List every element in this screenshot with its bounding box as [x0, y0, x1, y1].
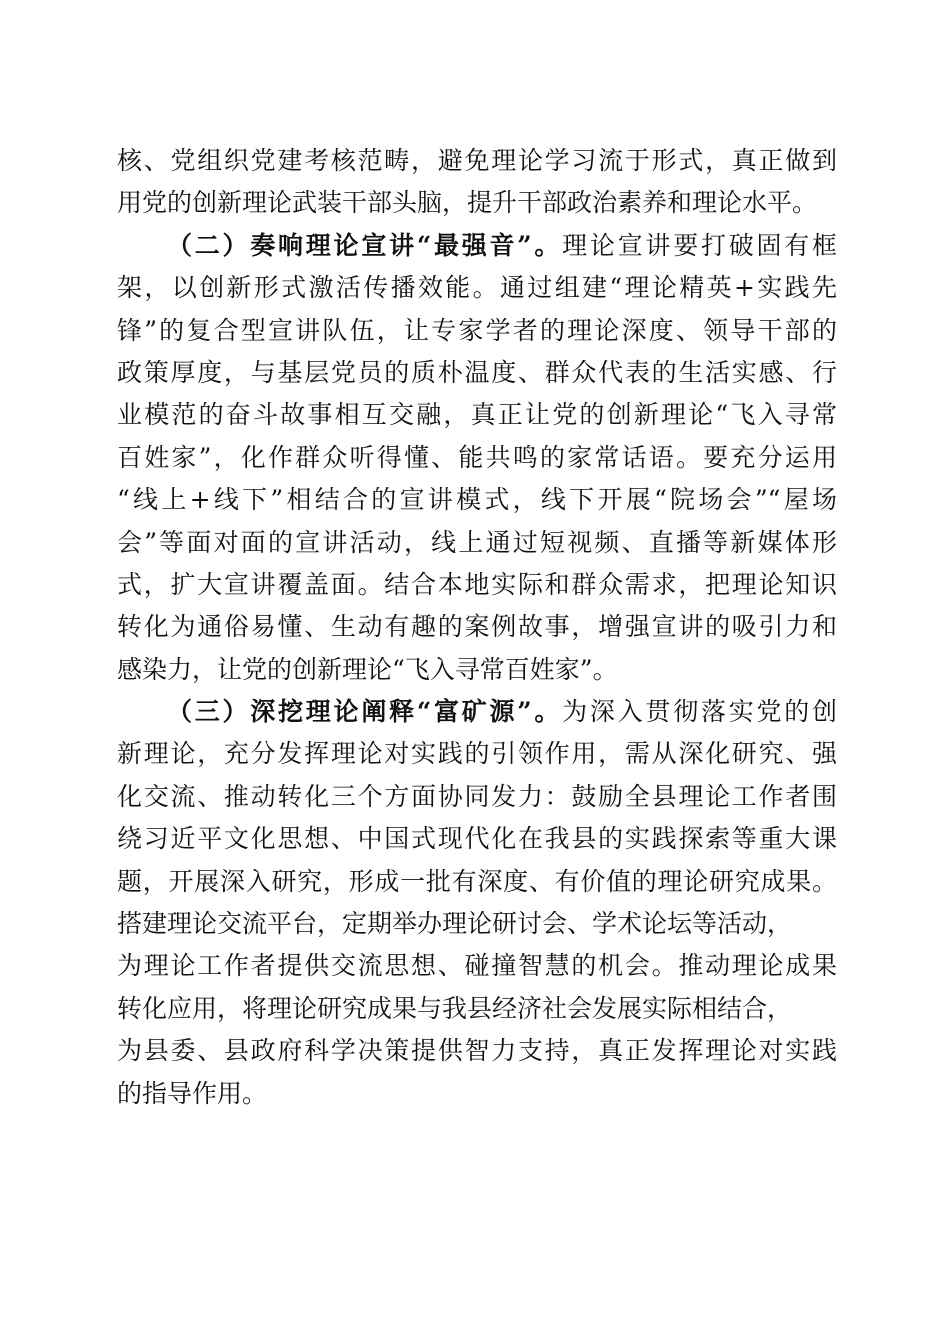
section-heading: （三）深挖理论阐释“富矿源”。 [167, 697, 563, 727]
text-line: 新理论，充分发挥理论对实践的引领作用，需从深化研究、强 [117, 739, 837, 769]
text-line: 搭建理论交流平台，定期举办理论研讨会、学术论坛等活动， [117, 909, 793, 939]
text-line: 政策厚度，与基层党员的质朴温度、群众代表的生活实感、行 [117, 357, 837, 387]
text-line [117, 691, 837, 733]
document-body [117, 140, 837, 1115]
text-line: 为县委、县政府科学决策提供智力支持，真正发挥理论对实践 [117, 1036, 837, 1066]
paragraph-section-3 [117, 691, 837, 1115]
text-line: 架，以创新形式激活传播效能。通过组建“理论精英+实践先 [117, 273, 837, 303]
text-segment: 理论宣讲要打破固有框 [562, 230, 837, 260]
text-line: 会”等面对面的宣讲活动，线上通过短视频、直播等新媒体形 [117, 527, 837, 557]
text-line: 用党的创新理论武装干部头脑，提升干部政治素养和理论水平。 [117, 188, 818, 218]
paragraph-section-2 [117, 225, 837, 691]
text-line: 核、党组织党建考核范畴，避免理论学习流于形式，真正做到 [117, 146, 837, 175]
section-heading: （二）奏响理论宣讲“最强音”。 [167, 230, 563, 260]
text-line [117, 225, 837, 267]
text-line: 感染力，让党的创新理论“飞入寻常百姓家”。 [117, 654, 618, 684]
text-segment: 为深入贯彻落实党的创 [562, 697, 837, 727]
text-line: 百姓家”，化作群众听得懂、能共鸣的家常话语。要充分运用 [117, 442, 837, 472]
paragraph-continuation [117, 140, 837, 225]
text-line: “线上+线下”相结合的宣讲模式，线下开展“院场会”“屋场 [117, 485, 837, 515]
text-line: 的指导作用。 [117, 1078, 268, 1108]
text-line: 业模范的奋斗故事相互交融，真正让党的创新理论“飞入寻常 [117, 400, 837, 430]
text-line: 化交流、推动转化三个方面协同发力：鼓励全县理论工作者围 [117, 781, 837, 811]
text-line: 转化应用，将理论研究成果与我县经济社会发展实际相结合， [117, 993, 793, 1023]
text-line: 题，开展深入研究，形成一批有深度、有价值的理论研究成果。 [117, 866, 837, 896]
text-line: 为理论工作者提供交流思想、碰撞智慧的机会。推动理论成果 [117, 951, 837, 981]
text-line: 锋”的复合型宣讲队伍，让专家学者的理论深度、领导干部的 [117, 315, 837, 345]
text-line: 式，扩大宣讲覆盖面。结合本地实际和群众需求，把理论知识 [117, 569, 837, 599]
text-line: 转化为通俗易懂、生动有趣的案例故事，增强宣讲的吸引力和 [117, 612, 837, 642]
text-line: 绕习近平文化思想、中国式现代化在我县的实践探索等重大课 [117, 824, 837, 854]
